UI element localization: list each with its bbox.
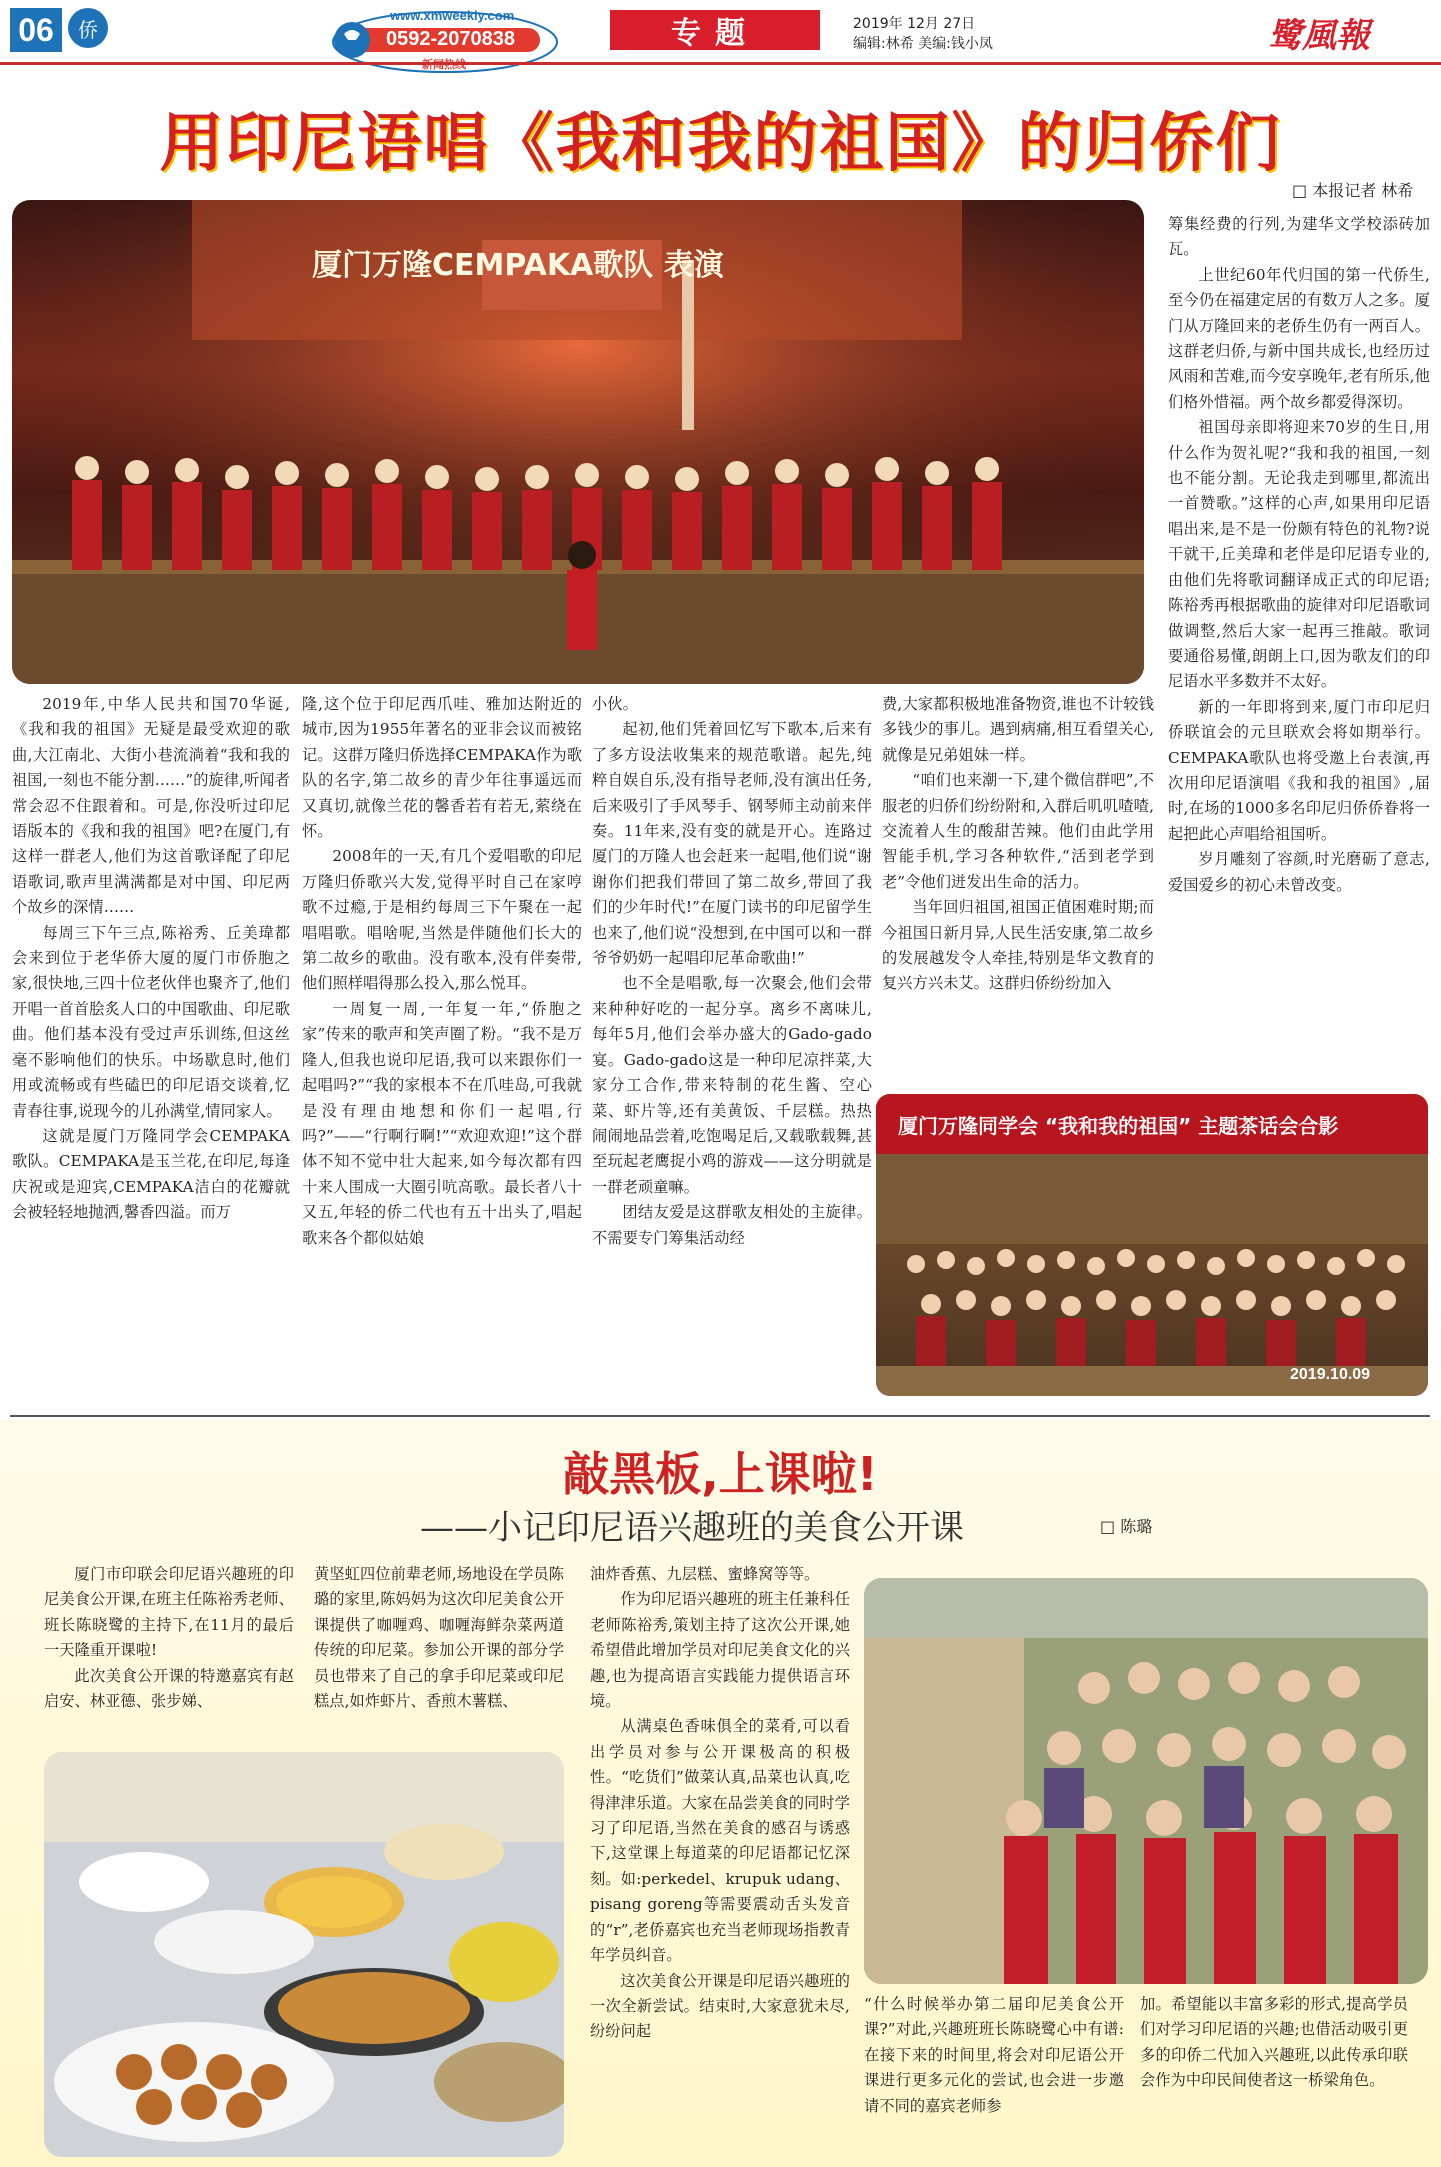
- paragraph: 每周三下午三点,陈裕秀、丘美瑋都会来到位于老华侨大厦的厦门市侨胞之家,很快地,三四十位老伙伴也聚齐了,他们开唱一首首脍炙人口的中国歌曲、印尼歌曲。他们基本没有受过声乐训练,但这丝毫不影响他们的快乐。中场歇息时,他们用或流畅或有些磕巴的印尼语交谈着,忆青春往事,说现今的儿孙满堂,情同家人。: [12, 923, 290, 1120]
- article2-column-5: [1140, 1992, 1408, 2162]
- article1-headline: 用印尼语唱《我和我的祖国》的归侨们: [159, 107, 1282, 181]
- paragraph: “什么时候举办第二届印尼美食公开课?”对此,兴趣班班长陈晓鹭心中有谱:在接下来的时间里,将会对印尼语公开课进行更多元化的尝试,也会进一步邀请不同的嘉宾老师参: [864, 1995, 1124, 2115]
- paragraph: 作为印尼语兴趣班的班主任兼科任老师陈裕秀,策划主持了这次公开课,她希望借此增加学员对印尼美食文化的兴趣,也为提高语言实践能力提供语言环境。: [590, 1590, 850, 1711]
- paragraph: 加。希望能以丰富多彩的形式,提高学员们对学习印尼语的兴趣;也借活动吸引更多的印侨二代加入兴趣班,以此传承印联会作为中印民间使者这一桥梁角色。: [1140, 1995, 1408, 2090]
- paragraph: 2008年的一天,有几个爱唱歌的印尼万隆归侨歌兴大发,觉得平时自己在家哼歌不过瘾,于是相约每周三下午聚在一起唱唱歌。唱啥呢,当然是伴随他们长大的第二故乡的歌曲。没有歌本,没有伴奏带,他们照样唱得那么投入,那么悦耳。: [302, 847, 582, 993]
- paragraph: 2019年,中华人民共和国70华诞,《我和我的祖国》无疑是最受欢迎的歌曲,大江南北、大街小巷流淌着“我和我的祖国,一刻也不能分割……”的旋律,听闻者常会忍不住跟着和。可是,你没听过印尼语版本的《我和我的祖国》吧?在厦门,有这样一群老人,他们为这首歌译配了印尼语歌词,歌声里满满都是对中国、印尼两个故乡的深情……: [12, 695, 290, 917]
- paragraph: “咱们也来潮一下,建个微信群吧”,不服老的归侨们纷纷附和,入群后叽叽喳喳,交流着人生的酸甜苦辣。他们由此学用智能手机,学习各种软件,“活到老学到老”令他们迸发出生命的活力。: [882, 771, 1154, 891]
- article2-column-3: [590, 1562, 850, 2162]
- food-photo-graphic: [44, 1752, 564, 2157]
- article2-headline: 敲黑板,上课啦!: [563, 1447, 878, 1501]
- article-separator: [10, 1415, 1430, 1417]
- paragraph: 从满桌色香味俱全的菜肴,可以看出学员对参与公开课极高的积极性。“吃货们”做菜认真,品菜也认真,吃得津津乐道。大家在品尝美食的同时学习了印尼语,当然在美食的感召与诱惑下,这堂课上每道菜的印尼语都记忆深刻。如:perkedel、krupuk udang、pisang goreng等需要震动舌头发音的“r”,老侨嘉宾也充当老师现场指教青年学员纠音。: [590, 1717, 850, 1965]
- article1-byline: □ 本报记者 林希: [1292, 181, 1414, 200]
- paragraph: 筹集经费的行列,为建华文学校添砖加瓦。: [1168, 215, 1430, 259]
- group-tea-party-photo: [876, 1094, 1428, 1396]
- article2-column-2: [314, 1562, 564, 1752]
- issue-date-block: [853, 14, 993, 54]
- paragraph: 费,大家都积极地准备物资,谁也不计较钱多钱少的事儿。遇到病痛,相互看望关心,就像是兄弟姐妹一样。: [882, 695, 1154, 764]
- paragraph: 此次美食公开课的特邀嘉宾有赵启安、林亚德、张步娣、: [44, 1666, 294, 1711]
- class-group-photo: [864, 1578, 1428, 1984]
- website-text[interactable]: www.xmweekly.com: [390, 8, 515, 23]
- choir-photo-caption: 厦门万隆CEMPAKA歌队 表演: [312, 248, 724, 283]
- paragraph: 厦门市印联会印尼语兴趣班的印尼美食公开课,在班主任陈裕秀老师、班长陈晓鹭的主持下,在11月的最后一天隆重开课啦!: [44, 1565, 294, 1660]
- paragraph: 油炸香蕉、九层糕、蜜蜂窝等等。: [590, 1565, 820, 1583]
- paragraph: 上世纪60年代归国的第一代侨生,至今仍在福建定居的有数万人之多。厦门从万隆回来的老侨生仍有一两百人。这群老归侨,与新中国共成长,也经历过风雨和苦难,而今安享晚年,老有所乐,他们格外惜福。两个故乡都爱得深切。: [1168, 265, 1430, 411]
- paragraph: 也不全是唱歌,每一次聚会,他们会带来种种好吃的一起分享。离乡不离味儿,每年5月,他们会举办盛大的Gado-gado宴。Gado-gado这是一种印尼凉拌菜,大家分工合作,带来特制的花生酱、空心菜、虾片等,还有美黄饭、千层糕。热热闹闹地品尝着,吃饱喝足后,又载歌载舞,甚至玩起老鹰捉小鸡的游戏——这分明就是一群老顽童嘛。: [592, 974, 872, 1196]
- paragraph: 这次美食公开课是印尼语兴趣班的一次全新尝试。结束时,大家意犹未尽,纷纷问起: [590, 1971, 850, 2041]
- class-photo-graphic: [864, 1578, 1428, 1984]
- article2-column-1: [44, 1562, 294, 1752]
- article1-column-5: [1168, 212, 1430, 1092]
- paragraph: 这就是厦门万隆同学会CEMPAKA歌队。CEMPAKA是玉兰花,在印尼,每逢庆祝或是迎宾,CEMPAKA洁白的花瓣就会被轻轻地抛洒,馨香四溢。而万: [12, 1126, 290, 1222]
- group-photo-date: 2019.10.09: [1290, 1366, 1371, 1383]
- paragraph: 隆,这个位于印尼西爪哇、雅加达附近的城市,因为1955年著名的亚非会议而被铭记。这群万隆归侨选择CEMPAKA作为歌队的名字,第二故乡的青少年往事遥远而又真切,就像兰花的馨香若有若无,萦绕在怀。: [302, 695, 582, 841]
- issue-date: 2019年 12月 27日: [853, 16, 976, 32]
- paragraph: 祖国母亲即将迎来70岁的生日,用什么作为贺礼呢?“我和我的祖国,一刻也不能分割。无论我走到哪里,都流出一首赞歌。”这样的心声,如果用印尼语唱出来,是不是一份颇有特色的礼物?说干就干,丘美瑋和老伴是印尼语专业的,由他们先将歌词翻译成正式的印尼语;陈裕秀再根据歌曲的旋律对印尼语歌词做调整,然后大家一起再三推敲。歌词要通俗易懂,朗朗上口,因为歌友们的印尼语水平多数并不太好。: [1168, 418, 1430, 691]
- paragraph: 小伙。: [592, 695, 638, 713]
- article1-column-4: [882, 692, 1154, 1092]
- hotline-number: 0592-2070838: [386, 28, 516, 50]
- section-label: 专题: [610, 10, 820, 50]
- page-number: 06: [10, 8, 62, 52]
- hotline-banner: [330, 6, 560, 78]
- paragraph: 岁月雕刻了容颜,时光磨砺了意志,爱国爱乡的初心未曾改变。: [1168, 850, 1430, 894]
- newspaper-logo-icon: 侨: [68, 8, 108, 48]
- paragraph: 团结友爱是这群歌友相处的主旋律。不需要专门筹集活动经: [592, 1203, 872, 1247]
- article1-column-3: [592, 692, 872, 1422]
- article1-column-1: [12, 692, 290, 1422]
- paragraph: 一周复一周,一年复一年,“侨胞之家”传来的歌声和笑声圈了粉。“我不是万隆人,但我也说印尼语,我可以来跟你们一起唱吗?”“我的家根本不在爪哇岛,可我就是没有理由地想和你们一起唱,行吗?”——“行啊行啊!”“欢迎欢迎!”这个群体不知不觉中壮大起来,如今每次都有四十来人围成一大圈引吭高歌。最长者八十又五,年轻的侨二代也有五十出头了,唱起歌来各个都似姑娘: [302, 999, 582, 1247]
- food-table-photo: [44, 1752, 564, 2157]
- choir-performance-photo: [12, 200, 1144, 684]
- paragraph: 起初,他们凭着回忆写下歌本,后来有了多方设法收集来的规范歌谱。起先,纯粹自娱自乐,没有指导老师,没有演出任务,后来吸引了手风琴手、钢琴师主动前来伴奏。11年来,没有变的就是开心。连路过厦门的万隆人也会赶来一起唱,他们说“谢谢你们把我们带回了第二故乡,带回了我们的少年时代!”在厦门读书的印尼留学生也来了,他们说“没想到,在中国可以和一群爷爷奶奶一起唱印尼革命歌曲!”: [592, 720, 872, 968]
- paragraph: 当年回归祖国,祖国正值困难时期;而今祖国日新月异,人民生活安康,第二故乡的发展越发令人牵挂,特别是华文教育的复兴方兴未艾。这群归侨纷纷加入: [882, 898, 1154, 993]
- group-photo-caption: 厦门万隆同学会 “我和我的祖国” 主题茶话会合影: [898, 1114, 1339, 1138]
- masthead: 鹭風報: [1268, 16, 1370, 56]
- article1-column-2: [302, 692, 582, 1422]
- header-divider: [0, 62, 1441, 65]
- editor-credits: 编辑:林希 美编:钱小凤: [853, 36, 993, 52]
- paragraph: 新的一年即将到来,厦门市印尼归侨联谊会的元旦联欢会将如期举行。CEMPAKA歌队也将受邀上台表演,再次用印尼语演唱《我和我的祖国》,届时,在场的1000多名印尼归侨侨眷将一起把此心声唱给祖国听。: [1168, 697, 1430, 843]
- article2-subheadline: ——小记印尼语兴趣班的美食公开课: [420, 1508, 964, 1548]
- group-photo-graphic: [876, 1154, 1428, 1396]
- article2-byline: □ 陈璐: [1100, 1517, 1153, 1536]
- paragraph: 黄坚虹四位前辈老师,场地设在学员陈璐的家里,陈妈妈为这次印尼美食公开课提供了咖喱鸡、咖喱海鲜杂菜两道传统的印尼菜。参加公开课的部分学员也带来了自己的拿手印尼菜或印尼糕点,如炸虾片、香煎木薯糕、: [314, 1565, 564, 1711]
- article2-column-4: [864, 1992, 1124, 2162]
